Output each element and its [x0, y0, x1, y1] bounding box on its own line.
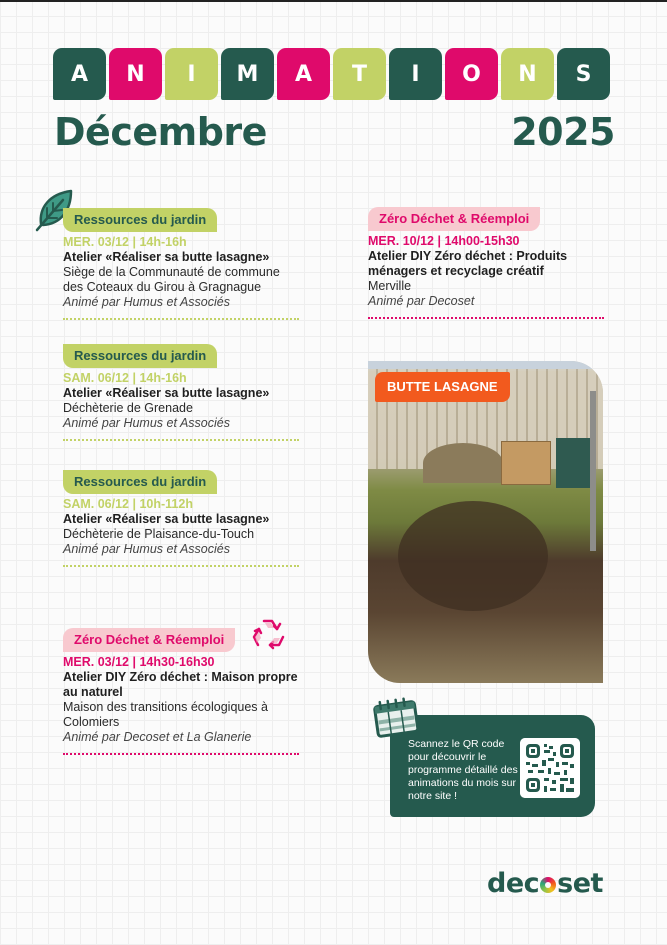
event-date: SAM. 06/12 | 10h-112h — [63, 497, 193, 511]
category-tag: Ressources du jardin — [63, 344, 217, 368]
event-organizer: Animé par Humus et Associés — [63, 416, 230, 430]
dotted-divider — [63, 439, 299, 441]
qr-description: Scannez le QR code pour découvrir le programme détaillé des animations du mois sur notre site ! — [408, 738, 518, 802]
dotted-divider — [63, 753, 299, 755]
title-letter: N — [501, 48, 554, 100]
animations-title — [53, 48, 610, 100]
decoset-logo: dec set — [487, 868, 603, 899]
event-title: Atelier «Réaliser sa butte lasagne» — [63, 386, 270, 400]
dotted-divider — [368, 317, 604, 319]
qr-code[interactable] — [520, 738, 580, 798]
event-date: MER. 03/12 | 14h30-16h30 — [63, 655, 215, 669]
event-item — [368, 207, 608, 319]
category-tag: Ressources du jardin — [63, 470, 217, 494]
event-place: Siège de la Communauté de commune des Coteaux du Girou à Gragnague — [63, 265, 280, 294]
category-tag: Ressources du jardin — [63, 208, 217, 232]
title-letter: I — [389, 48, 442, 100]
title-letter: M — [221, 48, 274, 100]
month-heading: Décembre — [54, 110, 267, 154]
title-letter: A — [53, 48, 106, 100]
title-letter: O — [445, 48, 498, 100]
title-letter: T — [333, 48, 386, 100]
top-border — [0, 0, 667, 2]
category-tag: Zéro Déchet & Réemploi — [368, 207, 540, 231]
title-letter: A — [277, 48, 330, 100]
title-letter: N — [109, 48, 162, 100]
category-tag: Zéro Déchet & Réemploi — [63, 628, 235, 652]
event-title: Atelier DIY Zéro déchet : Produits ménagers et recyclage créatif — [368, 249, 568, 278]
event-date: MER. 10/12 | 14h00-15h30 — [368, 234, 520, 248]
event-item — [63, 470, 303, 567]
event-item — [63, 628, 303, 755]
event-place: Déchèterie de Grenade — [63, 401, 193, 415]
event-title: Atelier «Réaliser sa butte lasagne» — [63, 512, 270, 526]
dotted-divider — [63, 318, 299, 320]
event-title: Atelier «Réaliser sa butte lasagne» — [63, 250, 270, 264]
photo-label: BUTTE LASAGNE — [375, 372, 510, 402]
event-item — [63, 208, 303, 320]
title-letter: S — [557, 48, 610, 100]
event-date: SAM. 06/12 | 14h-16h — [63, 371, 187, 385]
event-organizer: Animé par Decoset — [368, 294, 475, 308]
event-place: Déchèterie de Plaisance-du-Touch — [63, 527, 255, 541]
event-place: Merville — [368, 279, 412, 293]
event-organizer: Animé par Humus et Associés — [63, 295, 230, 309]
event-organizer: Animé par Decoset et La Glanerie — [63, 730, 252, 744]
garden-photo — [368, 361, 603, 683]
event-place: Maison des transitions écologiques à Colomiers — [63, 700, 268, 729]
title-letter: I — [165, 48, 218, 100]
event-organizer: Animé par Humus et Associés — [63, 542, 230, 556]
dotted-divider — [63, 565, 299, 567]
event-title: Atelier DIY Zéro déchet : Maison propre au naturel — [63, 670, 298, 699]
calendar-icon — [372, 696, 420, 738]
logo-swirl-icon — [540, 877, 556, 893]
event-date: MER. 03/12 | 14h-16h — [63, 235, 187, 249]
year-heading: 2025 — [511, 110, 615, 154]
event-item — [63, 344, 303, 441]
